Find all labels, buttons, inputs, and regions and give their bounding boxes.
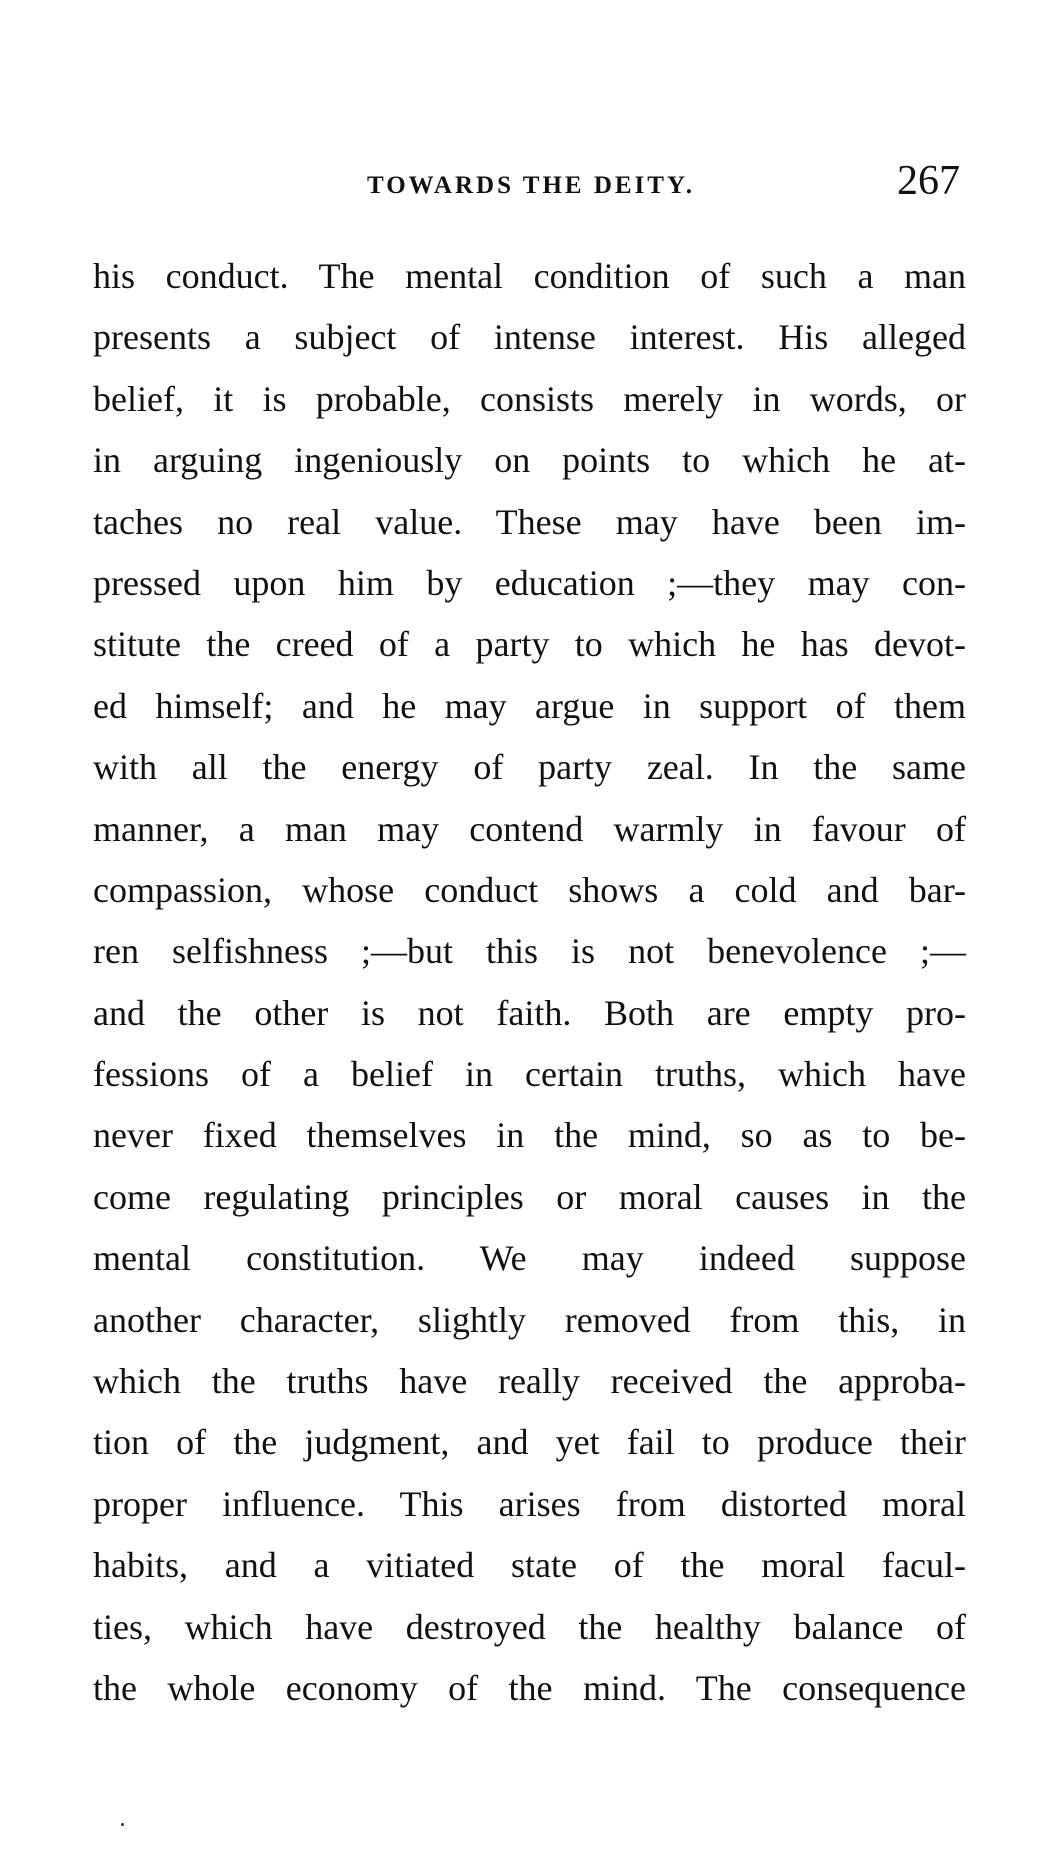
text-line: pressed upon him by education ;—they may con-	[93, 562, 966, 603]
text-line: ed himself; and he may argue in support of them	[93, 685, 966, 726]
text-line: and the other is not faith. Both are empty pro-	[93, 992, 966, 1033]
text-line: another character, slightly removed from this, in	[93, 1299, 966, 1340]
text-line: mental constitution. We may indeed suppose	[93, 1238, 966, 1279]
text-line: never fixed themselves in the mind, so as to be-	[93, 1115, 966, 1156]
text-line: come regulating principles or moral causes in the	[93, 1176, 966, 1217]
text-line: fessions of a belief in certain truths, which have	[93, 1054, 966, 1095]
text-line: stitute the creed of a party to which he has devot-	[93, 624, 966, 665]
text-line: which the truths have really received the approba-	[93, 1361, 966, 1402]
text-line: ren selfishness ;—but this is not benevolence ;—	[93, 931, 966, 972]
text-line: his conduct. The mental condition of such a man	[93, 256, 966, 296]
text-line: with all the energy of party zeal. In the same	[93, 747, 966, 788]
body-text	[93, 246, 966, 1719]
text-line: habits, and a vitiated state of the moral facul-	[93, 1545, 966, 1586]
text-line: the whole economy of the mind. The consequence	[93, 1667, 966, 1708]
text-line: taches no real value. These may have been im-	[93, 501, 966, 542]
running-head: TOWARDS THE DEITY.	[367, 172, 695, 199]
text-line: ties, which have destroyed the healthy balance of	[93, 1606, 966, 1647]
text-line: tion of the judgment, and yet fail to produce their	[93, 1422, 966, 1463]
page-header	[96, 160, 966, 210]
text-line: compassion, whose conduct shows a cold and bar-	[93, 869, 966, 910]
ink-speck	[121, 1823, 124, 1826]
text-line: manner, a man may contend warmly in favour of	[93, 808, 966, 849]
text-line: proper influence. This arises from distorted moral	[93, 1483, 966, 1524]
text-line: belief, it is probable, consists merely in words, or	[93, 378, 966, 419]
page-number: 267	[897, 158, 960, 204]
text-line: in arguing ingeniously on points to which he at-	[93, 440, 966, 481]
text-line: presents a subject of intense interest. His alleged	[93, 317, 966, 358]
